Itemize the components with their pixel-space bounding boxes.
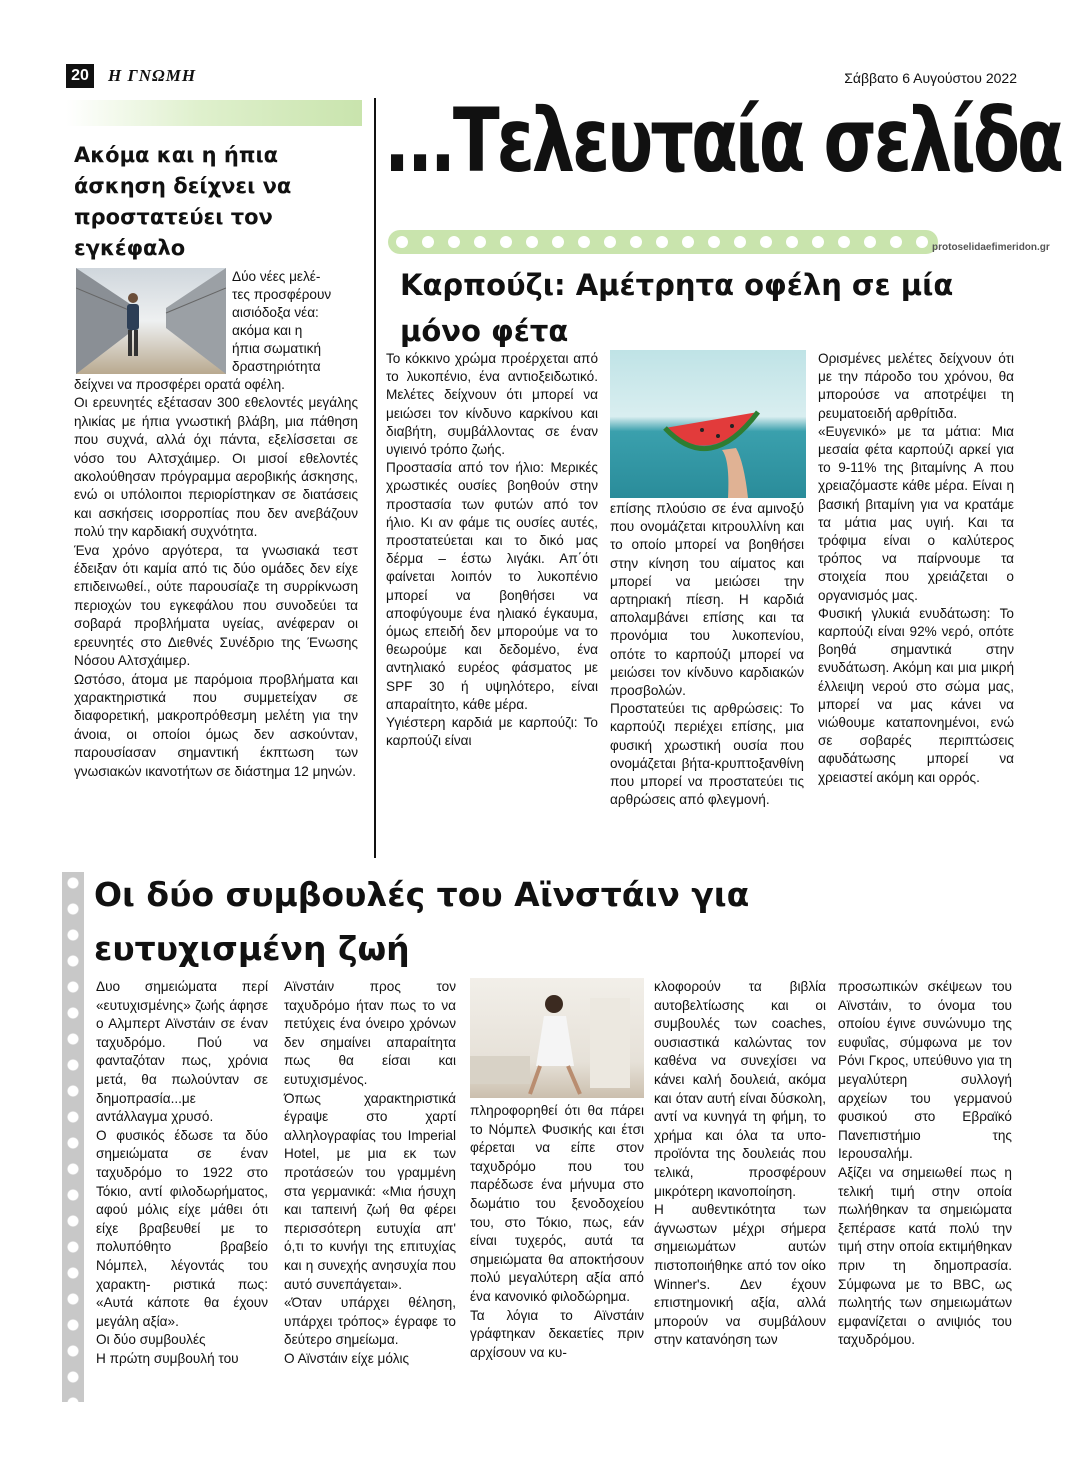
einstein-col-1: Δυο σημειώματα περί «ευτυχισμένης» ζωής άφησε ο Αλμπερτ Αϊνστάιν σε έναν ταχυδρόμο. Πού να φανταζόταν πως, χρόνια μετά, θα πωλούνταν σε δημοπρασία...με αντάλλαγμα χρυσό. Ο φυσικός έδωσε τα δύο σημειώματα σε έναν ταχυδρόμο το 1922 στο Τόκιο, αντί φιλοδωρήματος, αφού μόλις είχε μάθει ότι είχε βραβευθεί με το πολυπόθητο βραβείο Νόμπελ, λέγοντάς του χαρακτη- ριστικά πως: «Αυτά κάποτε θα έχουν μεγάλη αξία». Οι δύο συμβουλές Η πρώτη συμβουλή του — [96, 979, 268, 1366]
dotted-divider — [388, 230, 938, 254]
watermelon-article-title: Καρπούζι: Αμέτρητα οφέλη σε μία μόνο φέτα — [400, 268, 954, 348]
decorative-side-strip — [62, 872, 84, 1402]
left-article-body: δείχνει να προσφέρει ορατά οφέλη. Οι ερευνητές εξέτασαν 300 εθελοντές μεγάλης ηλικίας με ήπια γνωστική βλάβη, μια πάθηση που συχνά, αλλά όχι πάντα, εξελίσσεται σε νόσο του Αλτσχάιμερ. Οι μισοί εθελοντές ακολούθησαν πρόγραμμα αεροβικής άσκησης, ενώ οι υπόλοιποι περιορίστηκαν σε διατάσεις και ασκήσεις ισορροπίας που δεν ανεβάζουν πολύ την καρδιακή συχνότητα. Ένα χρόνο αργότερα, τα γνωσιακά τεστ έδειξαν ότι καμία από τις δύο ομάδες δεν είχε επιδεινωθεί., ούτε παρουσίαζε τη συρρίκνωση περιοχών του εγκεφάλου που συνοδεύει τα σοβαρά προβλήματα υγείας, ανέφεραν οι ερευνητές στο Διεθνές Συνέδριο της Ένωσης Νόσου Αλτσχάιμερ. Ωστόσο, άτομα με παρόμοια προβλήματα και χαρακτηριστικά που συμμετείχαν σε διαφορετική, μακροπρόθεσμη μελέτη για την άνοια, οι οποίοι όμως δεν ασκούνταν, παρουσίασαν σημαντική έκπτωση των γνωσιακών ικανοτήτων σε διάστημα 12 μηνών. — [74, 377, 358, 779]
dancing-woman-photo — [470, 978, 644, 1098]
newspaper-logo: Η ΓΝΩΜΗ — [108, 66, 197, 85]
einstein-col-4: κλοφορούν τα βιβλία αυτοβελτίωσης και οι συμβουλές των coaches, ουσιαστικά καλώντας τον καθένα να συνεχίσει να κάνει καλή δουλειά, ακόμα και όταν αυτή είναι δύσκολη, αντί να κυνηγά τη φήμη, το χρήμα και όλα τα υπο-προϊόντα της δουλειάς που τελικά, προσφέρουν μικρότερη ικανοποίηση. Η αυθεντικότητα των άγνωστων μέχρι σήμερα σημειωμάτων αυτών πιστοποιήθηκε από τον οίκο Winner's. Δεν έχουν επιστημονική αξία, αλλά μπορούν να συμβάλουν στην κατανόηση των — [654, 979, 826, 1348]
einstein-article-title: Οι δύο συμβουλές του Αϊνστάιν για ευτυχισμένη ζωή — [94, 875, 750, 968]
watermelon-col-1: Το κόκκινο χρώμα προέρχεται από το λυκοπένιο, ένα αντιοξειδωτικό. Μελέτες δείχνουν ότι μπορεί να μειώσει τον κίνδυνο καρκίνου και διαβήτη, συμβάλλοντας σε έναν υγιεινό τρόπο ζωής. Προστασία από τον ήλιο: Μερικές χρωστικές ουσίες βοηθούν στην προστασία των φυτών από τον ήλιο. Κι αν φάμε τις ουσίες αυτές, προστατεύεται και το δικό μας δέρμα – έστω λιγάκι. Απ΄ότι φαίνεται λοιπόν το λυκοπένιο μπορεί να βοηθήσει να αποφύγουμε ένα ηλιακό έγκαυμα, όμως επειδή δεν μπορούμε να το θεωρούμε και δεδομένο, ένα αντηλιακό ευρέος φάσματος με SPF 30 ή υψηλότερο, είναι απαραίτητο, κάθε μέρα. Υγιέστερη καρδιά με καρπούζι: Το καρπούζι είναι — [386, 351, 598, 749]
section-title: ...Τελευταία σελίδα — [384, 89, 1061, 192]
column-divider — [374, 98, 376, 858]
page-number: 20 — [66, 64, 94, 88]
left-article-intro: Δύο νέες μελέ- τες προσφέρουν αισιόδοξα νέα: ακόμα και η ήπια σωματική δραστηριότητα — [232, 269, 332, 374]
einstein-col-2: Αϊνστάιν προς τον ταχυδρόμο ήταν πως το να πετύχεις ένα όνειρο χρόνων δεν σημαίνει απαραίτητα πως θα είσαι και ευτυχισμένος. Όπως χαρακτηριστικά έγραψε στο χαρτί αλληλογραφίας του Imperial Hotel, με μια εκ των προτάσεών του γραμμένη στα γερμανικά: «Μια ήσυχη και ταπεινή ζωή θα φέρει περισσότερη ευτυχία απ' ό,τι το κυνήγι της επιτυχίας και η συνεχής ανησυχία που αυτό συνεπάγεται». «Όταν υπάρχει θέληση, υπάρχει τρόπος» έγραφε το δεύτερο σημείωμα. Ο Αϊνστάιν είχε μόλις — [284, 979, 456, 1366]
einstein-col-3: πληροφορηθεί ότι θα πάρει το Νόμπελ Φυσικής και έτσι φέρεται να είπε στον ταχυδρόμο που του παρέδωσε ένα μήνυμα στο δωμάτιο του ξενοδοχείου του, στο Τόκιο, πως, εάν είναι τυχερός, αυτά τα σημειώματα θα αποκτήσουν πολύ μεγαλύτερη αξία από ένα κανονικό φιλοδώρημα. Τα λόγια το Αϊνστάιν γράφτηκαν δεκαετίες πριν αρχίσουν να κυ- — [470, 1103, 644, 1360]
watermark: protoselidaefimeridon.gr — [932, 242, 1050, 253]
walking-man-photo — [76, 268, 226, 374]
left-article-title: Ακόμα και η ήπια άσκηση δείχνει να προστατεύει τον εγκέφαλο — [74, 143, 292, 260]
watermelon-photo — [610, 350, 806, 498]
watermelon-col-2: επίσης πλούσιο σε ένα αμινοξύ που ονομάζεται κιτρουλλίνη και το οποίο μπορεί να βοηθήσει στην κίνηση του αίματος και μπορεί να μειώσει την αρτηριακή πίεση. Η καρδιά απολαμβάνει επίσης και τα προνόμια του λυκοπενίου, οπότε το καρπούζι μπορεί να μειώσει τον κίνδυνο καρδιακών προσβολών. Προστατεύει τις αρθρώσεις: Το καρπούζι περιέχει επίσης, μια φυσική χρωστική ουσία που ονομάζεται βήτα-κρυπτοξανθίνη που μπορεί να προστατεύει τις αρθρώσεις από φλεγμονή. — [610, 501, 804, 808]
watermelon-col-3: Ορισμένες μελέτες δείχνουν ότι με την πάροδο του χρόνου, θα μπορούσε να αποτρέψει τη ρευματοειδή αρθρίτιδα. «Ευγενικό» με τα μάτια: Μια μεσαία φέτα καρπούζι αρκεί για το 9-11% της βιταμίνης A που χρειαζόμαστε κάθε μέρα. Είναι η βασική βιταμίνη για να κρατάμε τα μάτια μας υγιή. Και τα τρόφιμα είναι ο καλύτερος τρόπος να παίρνουμε τα στοιχεία που χρειάζεται ο οργανισμός μας. Φυσική γλυκιά ενυδάτωση: Το καρπούζι είναι 92% νερό, οπότε βοηθά σημαντικά στην ενυδάτωση. Ακόμη και μια μικρή έλλειψη νερού στο σώμα μας, μπορεί να μας κάνει να νιώθουμε καταπονημένοι, ενώ σε σοβαρές περιπτώσεις αφυδάτωσης μπορεί να χρειαστεί ακόμη και ορρός. — [818, 351, 1014, 785]
header-accent-bar — [66, 100, 362, 126]
einstein-col-5: προσωπικών σκέψεων του Αϊνστάιν, το όνομα του οποίου έγινε συνώνυμο της ευφυΐας, σύμφωνα με τον Ρόνι Γκρος, υπεύθυνο για τη μεγαλύτερη συλλογή αρχείων του γερμανού φυσικού στο Εβραϊκό Πανεπιστήμιο της Ιερουσαλήμ. Αξίζει να σημειωθεί πως η τελική τιμή στην οποία πωλήθηκαν τα σημειώματα ξεπέρασε κατά πολύ την τιμή στην οποία εκτιμήθηκαν πριν τη δημοπρασία. Σύμφωνα με το BBC, ως πωλητής των σημειωμάτων εμφανίζεται ο ανιψιός του ταχυδρόμου. — [838, 979, 1012, 1348]
issue-date: Σάββατο 6 Αυγούστου 2022 — [844, 70, 1017, 86]
